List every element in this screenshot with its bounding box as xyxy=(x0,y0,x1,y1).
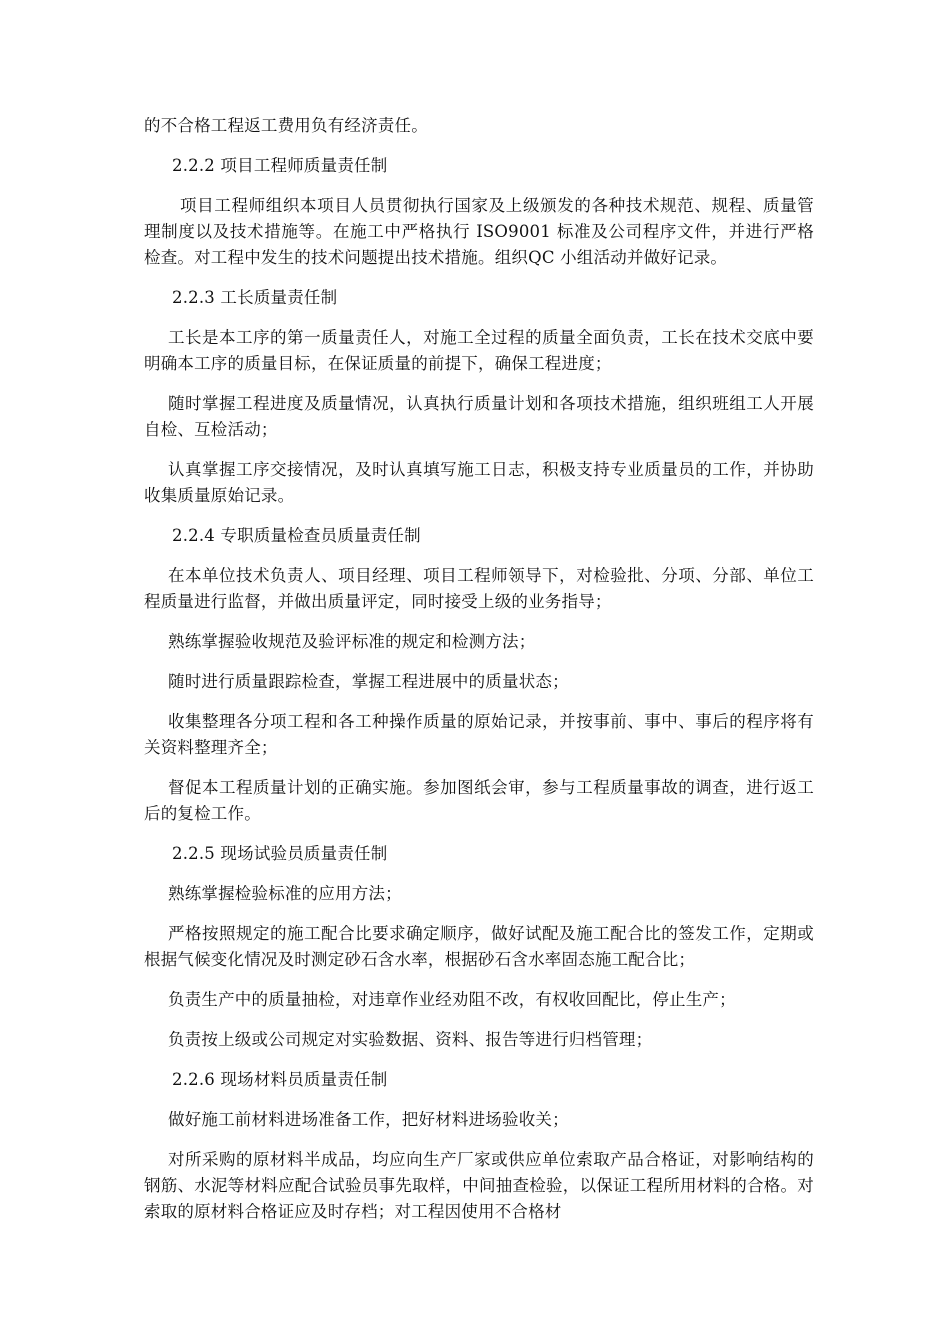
body-paragraph: 做好施工前材料进场准备工作，把好材料进场验收关； xyxy=(168,1110,569,1129)
body-paragraph: 工长是本工序的第一质量责任人，对施工全过程的质量全面负责，工长在技术交底中要明确本工序的质量目标，在保证质量的前提下，确保工程进度； xyxy=(144,328,814,373)
document-body xyxy=(144,113,814,1239)
body-paragraph: 在本单位技术负责人、项目经理、项目工程师领导下，对检验批、分项、分部、单位工程质量进行监督，并做出质量评定，同时接受上级的业务指导； xyxy=(144,566,814,611)
section-heading: 2.2.5 现场试验员质量责任制 xyxy=(172,844,388,863)
body-paragraph: 督促本工程质量计划的正确实施。参加图纸会审，参与工程质量事故的调查，进行返工后的复检工作。 xyxy=(144,778,814,823)
body-paragraph: 熟练掌握检验标准的应用方法； xyxy=(168,884,402,903)
section-heading: 2.2.4 专职质量检查员质量责任制 xyxy=(172,526,421,545)
section-heading: 2.2.2 项目工程师质量责任制 xyxy=(172,156,388,175)
body-paragraph: 收集整理各分项工程和各工种操作质量的原始记录，并按事前、事中、事后的程序将有关资料整理齐全； xyxy=(144,712,814,757)
body-paragraph: 项目工程师组织本项目人员贯彻执行国家及上级颁发的各种技术规范、规程、质量管理制度以及技术措施等。在施工中严格执行 ISO9001 标准及公司程序文件，并进行严格检查。对工程中发生的技术问题提出技术措施。组织QC 小组活动并做好记录。 xyxy=(144,196,814,267)
body-paragraph: 严格按照规定的施工配合比要求确定顺序，做好试配及施工配合比的签发工作，定期或根据气候变化情况及时测定砂石含水率，根据砂石含水率固态施工配合比； xyxy=(144,924,814,969)
body-paragraph: 认真掌握工序交接情况，及时认真填写施工日志，积极支持专业质量员的工作，并协助收集质量原始记录。 xyxy=(144,460,814,505)
body-paragraph: 熟练掌握验收规范及验评标准的规定和检测方法； xyxy=(168,632,536,651)
body-paragraph: 对所采购的原材料半成品，均应向生产厂家或供应单位索取产品合格证，对影响结构的钢筋、水泥等材料应配合试验员事先取样，中间抽查检验，以保证工程所用材料的合格。对索取的原材料合格证应及时存档；对工程因使用不合格材 xyxy=(144,1150,814,1221)
body-paragraph: 负责按上级或公司规定对实验数据、资料、报告等进行归档管理； xyxy=(168,1030,653,1049)
body-paragraph: 随时进行质量跟踪检查，掌握工程进展中的质量状态； xyxy=(168,672,569,691)
section-heading: 2.2.6 现场材料员质量责任制 xyxy=(172,1070,388,1089)
section-heading: 2.2.3 工长质量责任制 xyxy=(172,288,338,307)
body-paragraph: 的不合格工程返工费用负有经济责任。 xyxy=(144,116,428,135)
body-paragraph: 负责生产中的质量抽检，对违章作业经劝阻不改，有权收回配比，停止生产； xyxy=(168,990,736,1009)
body-paragraph: 随时掌握工程进度及质量情况，认真执行质量计划和各项技术措施，组织班组工人开展自检、互检活动； xyxy=(144,394,814,439)
